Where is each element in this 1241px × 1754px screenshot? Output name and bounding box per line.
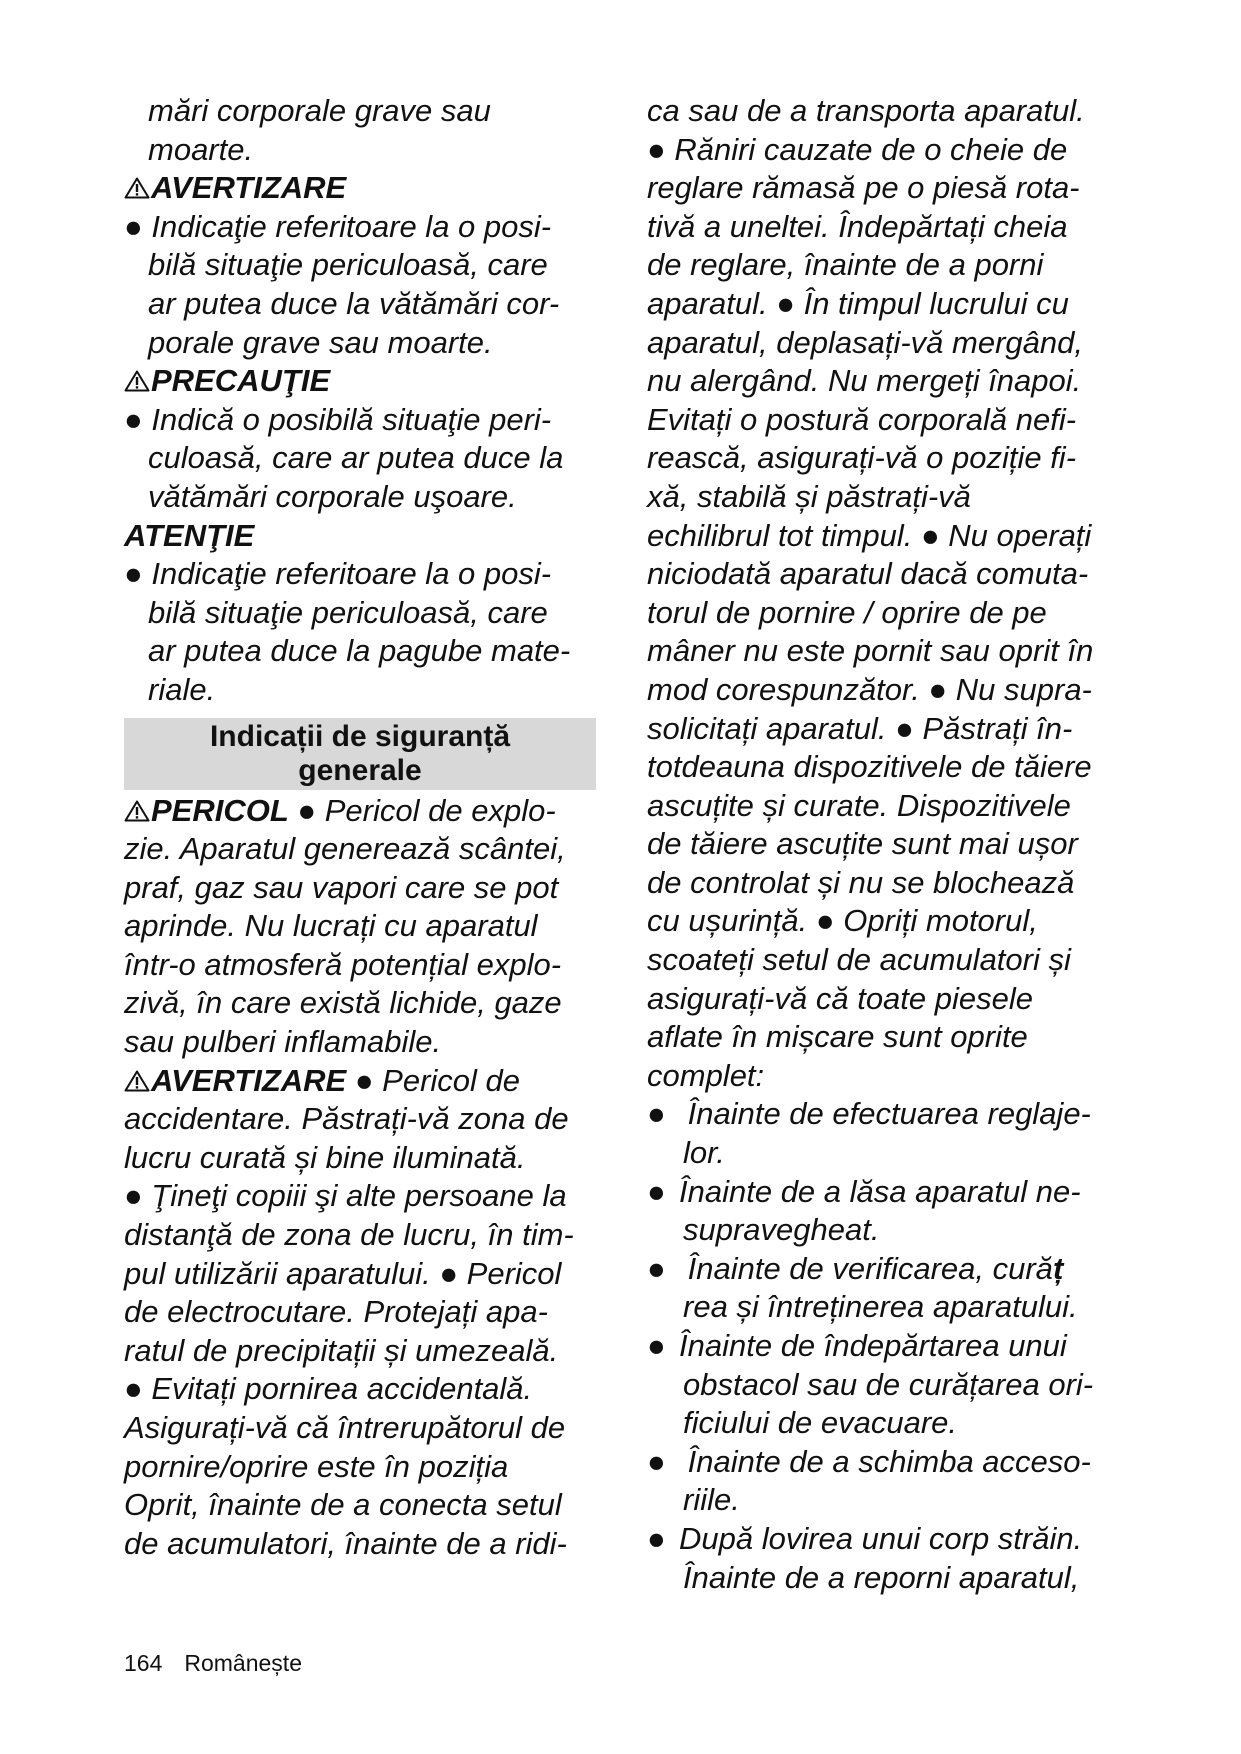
warning2-line: de electrocutare. Protejați apa-: [124, 1294, 548, 1330]
caution-heading: [124, 362, 604, 401]
warning2-line: accidentare. Păstrați-vă zona de: [124, 1101, 569, 1137]
body-line: niciodată aparatul dacă comuta-: [647, 556, 1089, 592]
page-footer: [124, 1650, 324, 1677]
bullet-item: [647, 1327, 1147, 1366]
body-line: de tăiere ascuțite sunt mai ușor: [647, 826, 1078, 862]
danger-label: PERICOL: [151, 792, 289, 828]
warning-heading: [124, 169, 604, 208]
caution-line: ● Indică o posibilă situaţie peri-: [124, 401, 552, 437]
body-line: aparatul. ● În timpul lucrului cu: [647, 285, 1069, 321]
warning2-line: lucru curată și bine iluminată.: [124, 1139, 526, 1175]
left-column: [124, 92, 604, 1563]
body-line: aparatul, deplasați-vă mergând,: [647, 324, 1083, 360]
danger-line: sau pulberi inflamabile.: [124, 1024, 442, 1060]
footer-language: Românește: [184, 1650, 302, 1676]
warning2-line: pornire/oprire este în poziția: [124, 1448, 509, 1484]
body-line: tivă a uneltei. Îndepărtați cheia: [647, 208, 1068, 244]
danger-line: aprinde. Nu lucrați cu aparatul: [124, 908, 538, 944]
warning2-line: Oprit, înainte de a conecta setul: [124, 1487, 562, 1523]
notice-line: ar putea duce la pagube mate-: [148, 633, 571, 669]
body-line: mod corespunzător. ● Nu supra-: [647, 671, 1092, 707]
bullet-icon: ●: [647, 1250, 666, 1286]
bullet-continuation: supravegheat.: [683, 1212, 880, 1248]
body-line: solicitați aparatul. ● Păstrați în-: [647, 710, 1073, 746]
body-line: ascuțite și curate. Dispozitivele: [647, 787, 1071, 823]
body-line: ● Răniri cauzate de o cheie de: [647, 131, 1068, 167]
bullet-text: Înainte de a lăsa aparatul ne-: [679, 1173, 1081, 1209]
warning2-line-rest: ● Pericol de: [346, 1062, 521, 1098]
bullet-continuation: lor.: [683, 1135, 725, 1171]
danger-line-rest: ● Pericol de explo-: [288, 792, 556, 828]
danger-heading-line: [124, 792, 604, 831]
body-line: mâner nu este pornit sau oprit în: [647, 633, 1094, 669]
page-number: 164: [124, 1650, 163, 1676]
bullet-icon: ●: [647, 1443, 666, 1479]
bullet-item: [647, 1443, 1147, 1482]
body-line: xă, stabilă și păstrați-vă: [647, 478, 971, 514]
intro-line: mări corporale grave sau: [148, 93, 491, 128]
warning2-heading-line: [124, 1062, 604, 1101]
warning-label: AVERTIZARE: [151, 170, 347, 206]
body-line: ca sau de a transporta aparatul.: [647, 93, 1085, 128]
danger-line: praf, gaz sau vapori care se pot: [124, 869, 559, 905]
body-line: cu ușurință. ● Opriți motorul,: [647, 903, 1038, 939]
body-line: complet:: [647, 1057, 765, 1093]
notice-line: bilă situaţie periculoasă, care: [148, 594, 548, 630]
body-line: asigurați-vă că toate piesele: [647, 980, 1034, 1016]
warning-triangle-icon: [124, 370, 150, 392]
notice-line: ● Indicaţie referitoare la o posi-: [124, 556, 552, 592]
warning2-line: de acumulatori, înainte de a ridi-: [124, 1525, 567, 1561]
section-title-line: Indicații de siguranță: [209, 719, 511, 753]
body-line: nu alergând. Nu mergeți înapoi.: [647, 363, 1082, 399]
bullet-continuation: obstacol sau de curățarea ori-: [683, 1366, 1094, 1402]
bullet-item: [647, 1173, 1147, 1212]
bullet-icon: ●: [647, 1520, 666, 1556]
caution-label: PRECAUŢIE: [151, 363, 331, 399]
warning2-line: Asigurați-vă că întrerupătorul de: [124, 1410, 566, 1445]
body-line: echilibrul tot timpul. ● Nu operați: [647, 517, 1092, 553]
bullet-continuation: ficiului de evacuare.: [683, 1405, 957, 1441]
warning2-line: pul utilizării aparatului. ● Pericol: [124, 1255, 562, 1291]
warning-line: ● Indicaţie referitoare la o posi-: [124, 208, 552, 244]
body-line: torul de pornire / oprire de pe: [647, 594, 1047, 630]
danger-line: zie. Aparatul generează scântei,: [124, 831, 566, 867]
warning-line: ar putea duce la vătămări cor-: [148, 285, 560, 321]
bullet-item: [647, 1520, 1147, 1559]
body-line: de reglare, înainte de a porni: [647, 247, 1044, 283]
bullet-text-bold: ț: [1052, 1250, 1064, 1286]
section-title-line: generale: [298, 753, 422, 787]
caution-line: culoasă, care ar putea duce la: [148, 440, 564, 476]
bullet-icon: ●: [647, 1328, 666, 1363]
bullet-text: După lovirea unui corp străin.: [679, 1520, 1083, 1556]
bullet-text: Înainte de verificarea, cură: [679, 1250, 1053, 1286]
warning2-line: distanţă de zona de lucru, în tim-: [124, 1217, 574, 1253]
bullet-text: Înainte de efectuarea reglaje-: [679, 1096, 1091, 1132]
bullet-continuation: riile.: [683, 1482, 740, 1518]
body-line: Evitați o postură corporală nefi-: [647, 401, 1077, 437]
body-line: totdeauna dispozitivele de tăiere: [647, 749, 1092, 785]
body-line: rească, asigurați-vă o poziție fi-: [647, 440, 1077, 476]
warning-line: porale grave sau moarte.: [148, 324, 493, 360]
warning2-line: ● Evitați pornirea accidentală.: [124, 1371, 533, 1407]
bullet-item: [647, 1095, 1147, 1134]
notice-line: riale.: [148, 671, 216, 707]
bullet-continuation: rea și întreținerea aparatului.: [683, 1289, 1078, 1325]
warning-triangle-icon: [124, 177, 150, 199]
body-line: reglare rămasă pe o piesă rota-: [647, 170, 1080, 206]
danger-line: zivă, în care există lichide, gaze: [124, 985, 562, 1021]
section-title: [124, 718, 596, 790]
warning-triangle-icon: [124, 800, 150, 822]
bullet-text: Înainte de a schimba acceso-: [679, 1443, 1091, 1479]
bullet-continuation: Înainte de a reporni aparatul,: [683, 1559, 1080, 1595]
bullet-text: Înainte de îndepărtarea unui: [679, 1328, 1067, 1363]
warning-triangle-icon: [124, 1070, 150, 1092]
danger-line: într-o atmosferă potențial explo-: [124, 946, 562, 982]
body-line: scoateți setul de acumulatori și: [647, 942, 1071, 978]
warning2-line: ratul de precipitații și umezeală.: [124, 1332, 559, 1368]
intro-line: moarte.: [148, 131, 254, 167]
warning2-line: ● Ţineţi copiii şi alte persoane la: [124, 1178, 567, 1214]
warning2-label: AVERTIZARE: [151, 1062, 347, 1098]
warning-line: bilă situaţie periculoasă, care: [148, 247, 548, 283]
bullet-icon: ●: [647, 1096, 666, 1132]
caution-line: vătămări corporale uşoare.: [148, 478, 517, 514]
bullet-item: [647, 1250, 1147, 1289]
bullet-icon: ●: [647, 1173, 666, 1209]
right-column: [647, 92, 1147, 1597]
notice-heading: ATENŢIE: [124, 517, 255, 553]
body-line: aflate în mișcare sunt oprite: [647, 1019, 1028, 1055]
body-line: de controlat și nu se blochează: [647, 864, 1075, 900]
